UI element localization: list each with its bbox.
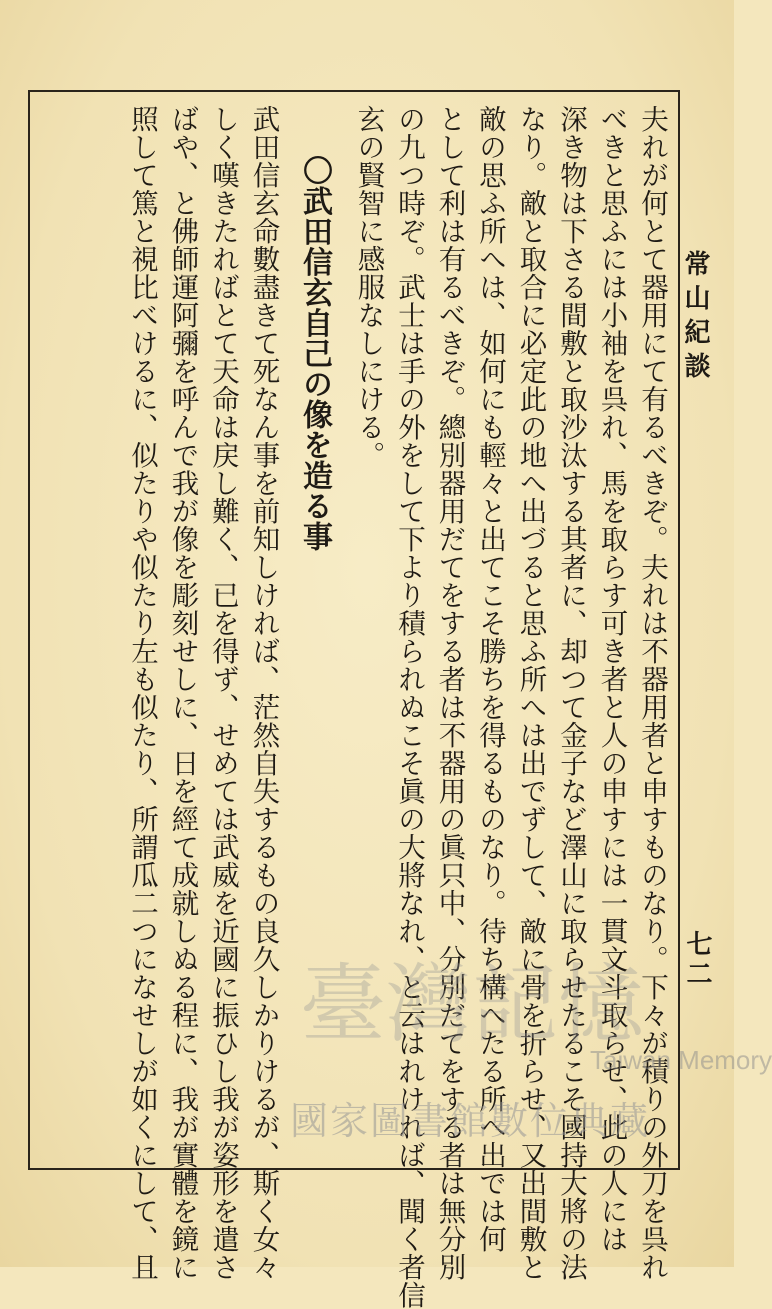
page-number: 七二 bbox=[682, 930, 712, 990]
text-column: 敵の思ふ所へは、如何にも輕々と出てこそ勝ちを得るものなり。待ち構へたる所へ出では何 bbox=[474, 105, 506, 1253]
watermark-line: 國家圖書館數位典藏 bbox=[290, 1099, 651, 1143]
text-column: しく嘆きたればとて天命は戻し難く、已を得ず、せめては武威を近國に振ひし我が姿形を遣さ bbox=[207, 105, 239, 1281]
text-column: 夫れが何とて器用にて有るべきぞ。夫れは不器用者と申すものなり。下々が積りの外刀を呉れ bbox=[636, 105, 668, 1281]
text-column: 武田信玄命數盡きて死なん事を前知しければ、茫然自失するもの良久しかりけるが、斯く女々 bbox=[247, 105, 280, 1281]
text-column: 照して篤と視比べけるに、似たりや似たり左も似たり、所謂瓜二つになせしが如くにして、且 bbox=[126, 105, 158, 1281]
text-column: べきと思ふには小袖を呉れ、馬を取らす可き者と人の申すには一貫文斗取らせ、此の人には bbox=[595, 105, 628, 1253]
text-column: として利は有るべきぞ。總別器用だてをする者は不器用の眞只中、分別だてをする者は無分別 bbox=[433, 105, 466, 1281]
text-column: の九つ時ぞ。武士は手の外をして下より積られぬこそ眞の大將なれ、と云はれければ、聞く者信 bbox=[393, 105, 425, 1309]
watermark-stamp: 臺灣記憶 bbox=[300, 955, 644, 1055]
watermark-subtitle: Taiwan Memory bbox=[590, 1045, 772, 1075]
section-heading: 〇武田信玄自己の像を造る事 bbox=[297, 155, 332, 552]
text-column: 玄の賢智に感服なしにける。 bbox=[352, 105, 385, 469]
text-column: なり。敵と取合に必定此の地へ出づると思ふ所へは出でずして、敵に骨を折らせ、又出間敷と bbox=[514, 105, 547, 1281]
running-head: 常山紀談 bbox=[680, 250, 710, 386]
text-column: ばや、と佛師運阿彌を呼んで我が像を彫刻せしに、日を經て成就しぬる程に、我が實體を鏡に bbox=[166, 105, 199, 1281]
text-column: 深き物は下さる間敷と取沙汰する其者に、却つて金子など澤山に取らせたるこそ國持大將の法 bbox=[555, 105, 587, 1281]
